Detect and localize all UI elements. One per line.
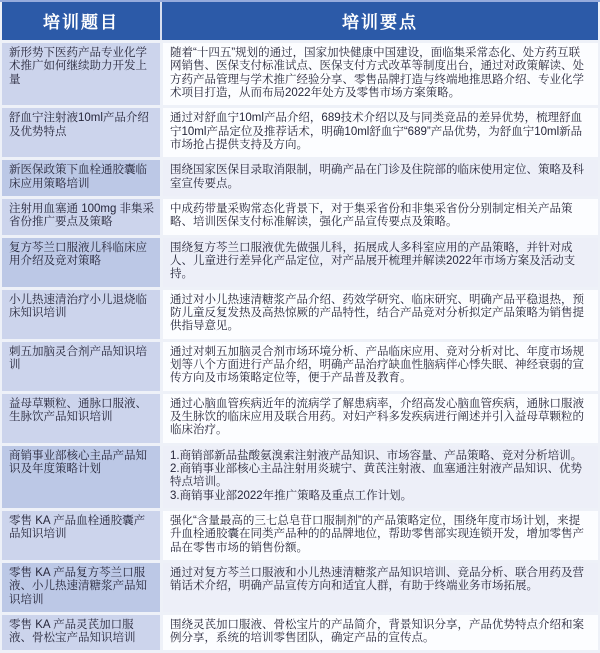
points-cell [163,43,598,105]
table-body [2,43,598,650]
points-line: 通过对复方芩兰口服液和小儿热速清糖浆产品知识培训、竞品分析、联合用药及营销话术介绍，明确产品宣传方向和适宜人群，有助于终端业务市场拓展。 [170,566,584,593]
table-row [2,394,598,443]
table-row [2,290,598,339]
points-line: 通过心脑血管疾病近年的流病学了解患病率，介绍高发心脑血管疾病，通脉口服液及生脉饮的临床应用及联合用药。对妇产科多发疾病进行阐述并引入益母草颗粒的临床治疗。 [170,397,584,437]
points-line: 2.商销事业部核心主品注射用炎琥宁、黄芪注射液、血塞通注射液产品知识、优势特点培训。 [170,462,583,489]
points-cell [163,342,598,391]
table-row [2,43,598,105]
topic-cell: 注射用血塞通 100mg 非集采省份推广要点及策略 [2,199,160,235]
topic-cell: 益母草颗粒、通脉口服液、生脉饮产品知识培训 [2,394,160,443]
table-row [2,108,598,157]
topic-cell: 复方芩兰口服液儿科临床应用介绍及竞对策略 [2,238,160,287]
topic-cell: 刺五加脑灵合剂产品知识培训 [2,342,160,391]
points-line: 围绕国家医保目录取消限制，明确产品在门诊及住院部的临床使用定位、策略及科室宣传要点。 [170,164,584,190]
topic-cell: 零售 KA 产品灵芪加口服液、骨松宝产品知识培训 [2,615,160,651]
points-line: 围绕复方芩兰口服液优先做强儿科，拓展成人多科室应用的产品策略，并针对成人、儿童进行差异化产品定位，对产品展开梳理并解读2022年市场方案及活动支持。 [170,241,576,281]
points-line: 通过对刺五加脑灵合剂市场环境分析、产品临床应用、竞对分析对比、年度市场规划等八个方面进行产品介绍，明确产品治疗缺血性脑病伴心悸失眠、神经衰弱的宣传方向及市场策略定位等，便于产品普及教育。 [170,345,584,385]
points-cell [163,615,598,651]
points-cell [163,238,598,287]
points-cell [163,446,598,508]
points-cell [163,160,598,196]
topic-cell: 新形势下医药产品专业化学术推广如何继续助力开发上量 [2,43,160,105]
points-line: 通过对小儿热速清糖浆产品介绍、药效学研究、临床研究、明确产品平稳退热，预防儿童反复发热及高热惊厥的产品特性，结合产品竞对分析拟定产品策略为销售提供指导意见。 [170,293,584,333]
points-cell [163,108,598,157]
table-row [2,446,598,508]
column-header-points: 培训要点 [160,2,598,40]
table-row [2,342,598,391]
table-row [2,199,598,235]
topic-cell: 零售 KA 产品复方芩兰口服液、小儿热速清糖浆产品知识培训 [2,563,160,612]
points-line: 3.商销事业部2022年推广策略及重点工作计划。 [170,489,413,502]
table-header-row [2,2,598,40]
table-row [2,160,598,196]
table-row [2,511,598,560]
table-row [2,238,598,287]
points-line: 中成药带量采购常态化背景下，对于集采省份和非集采省份分别制定相关产品策略、培训医保支付标准解读，强化产品宣传要点及策略。 [170,202,573,229]
points-line: 随着“十四五”规划的通过，国家加快健康中国建设，面临集采常态化、处方药互联网销售、医保支付标准试点、医保支付方式改革等制度出台，通过对政策解读、处方药产品管理与学术推广经验分享、零售品牌打造与终端地推思路介绍、专业化学术项目打造，从而布局2022年处方及零售市场方案策略。 [170,47,584,99]
points-line: 1.商销部新品盐酸氨溴索注射液产品知识、市场容量、产品策略、竞对分析培训。 [170,449,583,462]
topic-cell: 小儿热速清治疗小儿退烧临床知识培训 [2,290,160,339]
points-line: 通过对舒血宁10ml产品介绍，689技术介绍以及与同类竞品的差异优势，梳理舒血宁10ml产品定位及推荐话术，明确10ml舒血宁“689”产品优势，为舒血宁10ml新品市场抢占提供支持及方向。 [170,112,583,151]
table-row [2,615,598,651]
table-row [2,563,598,612]
points-cell [163,563,598,612]
points-cell [163,511,598,560]
topic-cell: 商销事业部核心主品产品知识及年度策略计划 [2,446,160,508]
points-cell [163,199,598,235]
points-line: 围绕灵芪加口服液、骨松宝片的产品简介，背景知识分享，产品优势特点介绍和案例分享，系统的培训零售团队，确定产品的宣传点。 [170,618,584,645]
points-cell [163,394,598,443]
points-cell [163,290,598,339]
topic-cell: 零售 KA 产品血栓通胶囊产品知识培训 [2,511,160,560]
topic-cell: 新医保政策下血栓通胶囊临床应用策略培训 [2,160,160,196]
points-line: 强化“含量最高的三七总皂苷口服制剂”的产品策略定位，围绕年度市场计划，来提升血栓通胶囊在同类产品种的的品牌地位，帮助零售部实现连锁开发，增加零售产品在零售市场的销售份额。 [170,514,584,554]
topic-cell: 舒血宁注射液10ml产品介绍及优势特点 [2,108,160,157]
column-header-topic: 培训题目 [2,2,160,40]
